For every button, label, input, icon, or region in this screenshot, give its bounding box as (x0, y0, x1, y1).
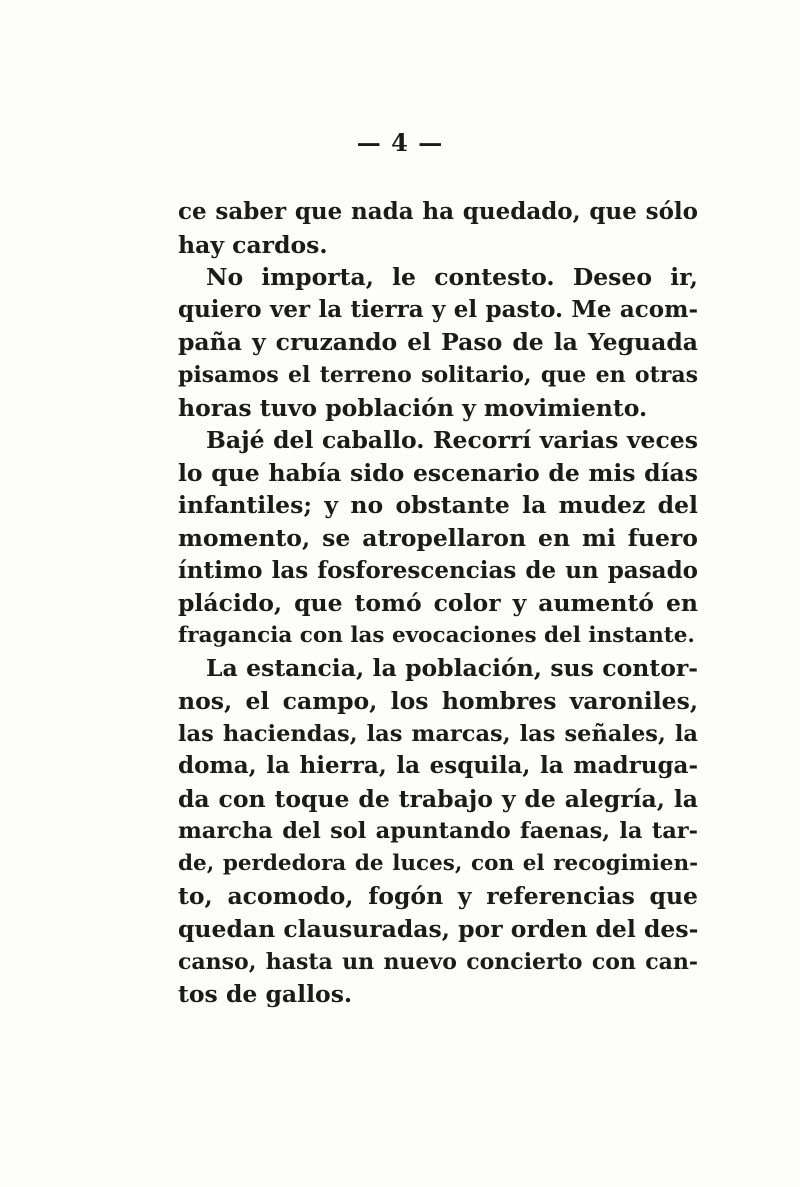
text-line: lo que había sido escenario de mis días (178, 458, 698, 487)
text-line: de, perdedora de luces, con el recogimien- (178, 850, 698, 876)
page-number: — 4 — (356, 128, 444, 157)
text-line: plácido, que tomó color y aumentó en (178, 589, 698, 618)
text-line: La estancia, la población, sus contor- (206, 654, 698, 683)
text-line: fragancia con las evocaciones del instante. (178, 622, 695, 648)
text-line: Bajé del caballo. Recorrí varias veces (206, 426, 698, 455)
text-line: momento, se atropellaron en mi fuero (178, 523, 698, 552)
text-line: hay cardos. (178, 230, 328, 259)
text-line: tos de gallos. (178, 980, 353, 1009)
text-line: horas tuvo población y movimiento. (178, 393, 648, 422)
text-line: paña y cruzando el Paso de la Yeguada (178, 328, 698, 357)
text-line: las haciendas, las marcas, las señales, la (178, 720, 698, 747)
body-text (178, 196, 698, 1011)
text-line: íntimo las fosforescencias de un pasado (178, 556, 698, 584)
text-line: marcha del sol apuntando faenas, la tar- (178, 818, 698, 845)
text-line: nos, el campo, los hombres varoniles, (178, 686, 698, 715)
text-line: canso, hasta un nuevo concierto con can- (178, 948, 698, 975)
text-line: quiero ver la tierra y el pasto. Me acom- (178, 295, 698, 323)
text-line: da con toque de trabajo y de alegría, la (178, 784, 698, 813)
text-line: No importa, le contesto. Deseo ir, (206, 263, 698, 292)
text-line: to, acomodo, fogón y referencias que (178, 882, 698, 911)
text-line: quedan clausuradas, por orden del des- (178, 915, 698, 944)
text-line: pisamos el terreno solitario, que en otras (178, 361, 698, 388)
text-line: doma, la hierra, la esquila, la madruga- (178, 752, 698, 780)
text-line: infantiles; y no obstante la mudez del (178, 491, 698, 520)
text-line: ce saber que nada ha quedado, que sólo (178, 198, 698, 225)
